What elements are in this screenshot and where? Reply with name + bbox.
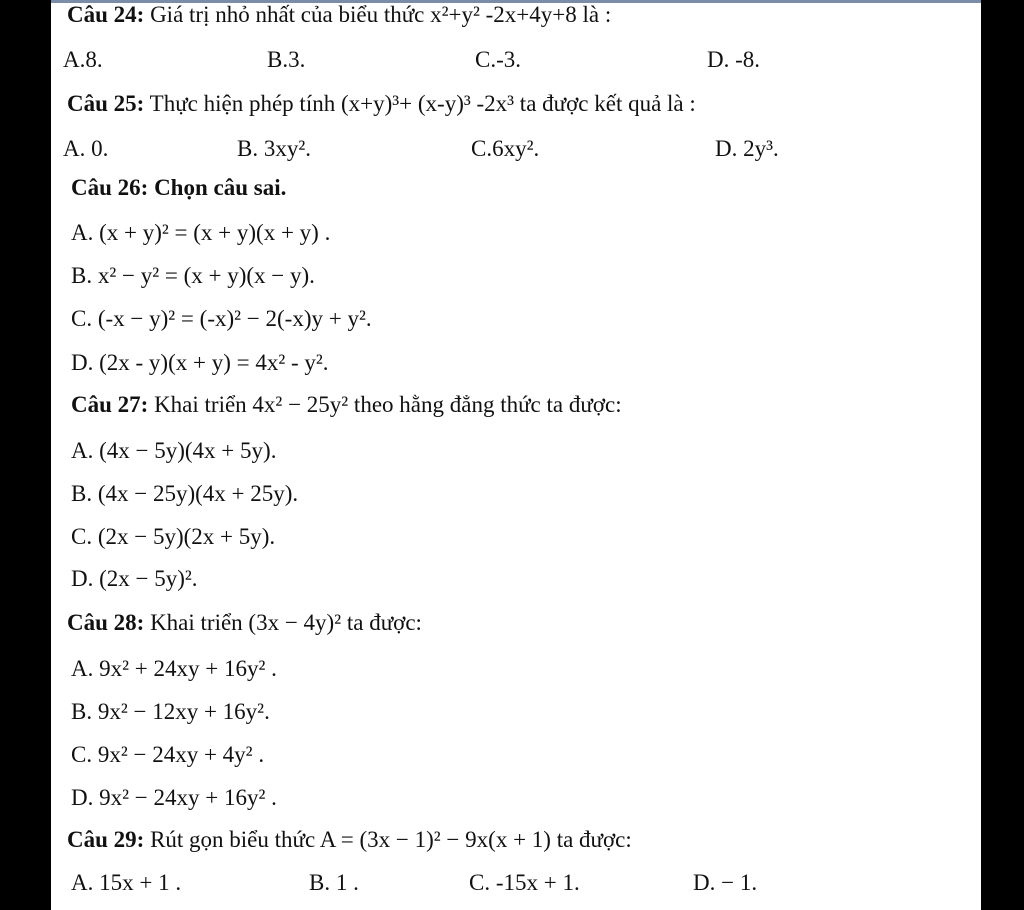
question-24-label: Câu 24: [67, 2, 145, 27]
question-26-text: Chọn câu sai. [154, 175, 287, 200]
question-29-options [51, 870, 981, 906]
question-26-label: Câu 26: [71, 175, 149, 200]
q27-option-b[interactable]: B. (4x − 25y)(4x + 25y). [71, 481, 299, 506]
q25-option-d[interactable]: D. 2y³. [715, 136, 779, 161]
question-24-options [51, 47, 981, 83]
question-26 [71, 175, 1001, 211]
question-25 [67, 91, 997, 127]
q28-option-b[interactable]: B. 9x² − 12xy + 16y². [71, 699, 270, 724]
worksheet-page [51, 0, 981, 910]
q27-option-d[interactable]: D. (2x − 5y)². [71, 566, 198, 591]
q26-option-a[interactable]: A. (x + y)² = (x + y)(x + y) . [71, 220, 331, 245]
q24-option-a[interactable]: A.8. [63, 47, 103, 72]
question-28 [67, 610, 997, 646]
question-25-options [51, 136, 981, 172]
q25-option-c[interactable]: C.6xy². [471, 136, 540, 161]
q29-option-d[interactable]: D. − 1. [693, 870, 758, 895]
q29-option-b[interactable]: B. 1 . [309, 870, 359, 895]
q26-option-d[interactable]: D. (2x - y)(x + y) = 4x² - y². [71, 350, 329, 375]
q24-option-d[interactable]: D. -8. [707, 47, 761, 72]
q28-option-d[interactable]: D. 9x² − 24xy + 16y² . [71, 785, 277, 810]
question-24 [67, 2, 997, 38]
question-27-label: Câu 27: [71, 392, 149, 417]
question-28-label: Câu 28: [67, 610, 145, 635]
q24-option-b[interactable]: B.3. [267, 47, 306, 72]
q27-option-a[interactable]: A. (4x − 5y)(4x + 5y). [71, 438, 277, 463]
q26-option-c[interactable]: C. (-x − y)² = (-x)² − 2(-x)y + y². [71, 306, 372, 331]
question-25-label: Câu 25: [67, 91, 145, 116]
q29-option-c[interactable]: C. -15x + 1. [469, 870, 580, 895]
question-27 [71, 392, 1001, 428]
question-24-text: Giá trị nhỏ nhất của biểu thức x²+y² -2x+4y+8 là : [150, 2, 612, 27]
question-29-text: Rút gọn biểu thức A = (3x − 1)² − 9x(x + 1) ta được: [150, 827, 632, 852]
question-29 [67, 827, 997, 863]
q28-option-c[interactable]: C. 9x² − 24xy + 4y² . [71, 742, 265, 767]
q29-option-a[interactable]: A. 15x + 1 . [71, 870, 182, 895]
question-29-label: Câu 29: [67, 827, 145, 852]
q25-option-a[interactable]: A. 0. [63, 136, 109, 161]
question-25-text: Thực hiện phép tính (x+y)³+ (x-y)³ -2x³ ta được kết quả là : [149, 91, 696, 116]
q28-option-a[interactable]: A. 9x² + 24xy + 16y² . [71, 656, 277, 681]
q27-option-c[interactable]: C. (2x − 5y)(2x + 5y). [71, 524, 276, 549]
question-27-text: Khai triển 4x² − 25y² theo hằng đẳng thức ta được: [154, 392, 622, 417]
q24-option-c[interactable]: C.-3. [475, 47, 521, 72]
q26-option-b[interactable]: B. x² − y² = (x + y)(x − y). [71, 263, 315, 288]
q25-option-b[interactable]: B. 3xy². [237, 136, 311, 161]
question-28-text: Khai triển (3x − 4y)² ta được: [150, 610, 422, 635]
